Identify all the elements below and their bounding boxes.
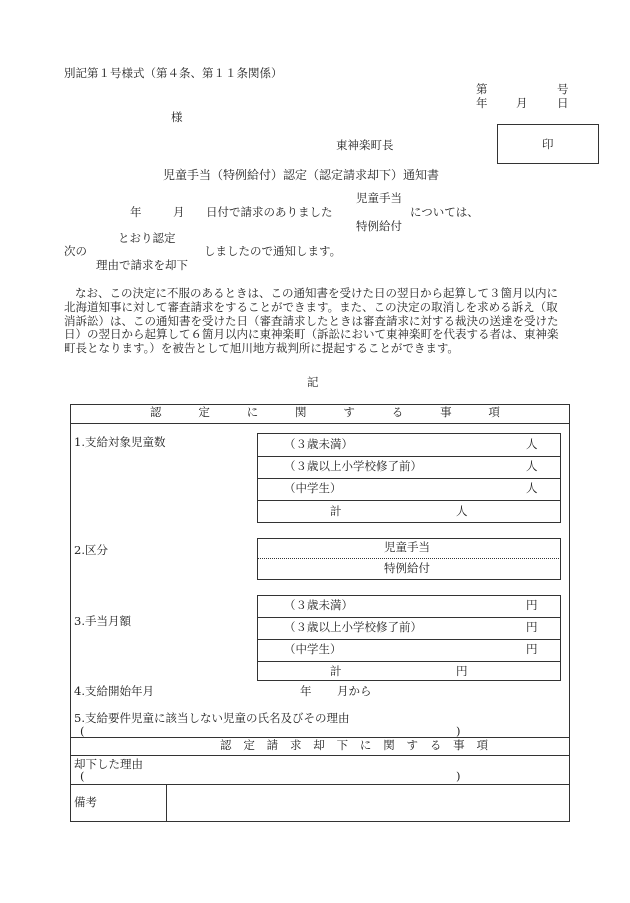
section1-divider (70, 423, 570, 424)
section2-char: 認 (220, 738, 232, 752)
option-bottom: 特例給付 (356, 219, 402, 233)
remarks-divider (70, 784, 570, 785)
issuer: 東神楽町長 (336, 138, 394, 152)
request-year: 年 (130, 205, 142, 219)
children-row-label: （３歳未満） (284, 437, 353, 451)
day-phrase: 日付で請求のありました (206, 205, 333, 219)
monthly-row-unit: 円 (526, 598, 538, 612)
monthly-row-label: （３歳未満） (284, 598, 353, 612)
divider (257, 478, 561, 479)
category-dotted-divider (257, 558, 561, 559)
section2-char: に (359, 738, 372, 752)
section2-char: 事 (453, 738, 465, 752)
seal-box (497, 124, 599, 164)
appeal-notice: なお、この決定に不服のあるときは、この通知書を受けた日の翌日から起算して３箇月以内に北海道知事に対して審査請求をすることができます。また、この決定の取消しを求める訴え（取消訴訟）は、この通知書を受けた日（審査請求したときは審査請求に対する裁決の送達を受けた日）の翌日から起算して６箇月以内に東神楽町（訴訟において東神楽町を代表する者は、東神楽町長となります。）を被告として旭川地方裁判所に提起することができます。 (64, 286, 559, 356)
monthly-row-unit: 円 (526, 642, 538, 656)
children-row-unit: 人 (526, 481, 538, 495)
monthly-total-label: 計 (330, 664, 342, 678)
children-total-unit: 人 (456, 504, 468, 518)
section1-char: 事 (440, 405, 452, 419)
monthly-row-unit: 円 (526, 620, 538, 634)
date-year: 年 (476, 96, 488, 110)
section1-char: 認 (150, 405, 162, 419)
rejection-open-paren: ( (80, 769, 85, 783)
monthly-row-label: （中学生） (284, 642, 342, 656)
start-month-from: 月から (337, 684, 372, 698)
section2-char: 下 (336, 738, 349, 752)
monthly-row-label: （３歳以上小学校修了前） (284, 620, 422, 634)
section1-char: す (343, 405, 355, 419)
reason-top: とおり認定 (118, 231, 176, 245)
divider (257, 639, 561, 640)
excluded-close-paren: ) (456, 724, 461, 738)
divider (257, 456, 561, 457)
section1-header (70, 407, 570, 419)
date-day: 日 (557, 96, 569, 110)
document-title: 児童手当（特例給付）認定（認定請求却下）通知書 (163, 168, 440, 182)
rejection-label: 却下した理由 (74, 757, 143, 771)
children-row-unit: 人 (526, 437, 538, 451)
section2-char: 却 (313, 738, 325, 752)
section1-char: に (246, 405, 259, 419)
rejection-close-paren: ) (456, 769, 461, 783)
section2-char: 関 (383, 738, 395, 752)
children-row-label: （３歳以上小学校修了前） (284, 459, 422, 473)
start-year: 年 (300, 684, 312, 698)
seal-label: 印 (542, 137, 554, 151)
excluded-label: 5.支給要件児童に該当しない児童の氏名及びその理由 (74, 711, 350, 725)
divider (257, 661, 561, 662)
section2-char: す (406, 738, 418, 752)
section2-char: 定 (243, 738, 255, 752)
notified: しましたので通知します。 (204, 244, 342, 258)
children-count-label: 1.支給対象児童数 (74, 435, 166, 449)
regarding: については、 (410, 205, 479, 219)
divider (257, 500, 561, 501)
children-row-label: （中学生） (284, 481, 342, 495)
section2-char: 項 (476, 738, 488, 752)
section2-char: 求 (289, 738, 302, 752)
section1-char: 定 (198, 405, 210, 419)
section2-char: る (429, 738, 442, 752)
remarks-label: 備考 (74, 795, 97, 809)
number-suffix: 号 (557, 82, 569, 96)
ki-label: 記 (307, 375, 319, 389)
section2-header (70, 740, 570, 752)
section1-char: 関 (295, 405, 307, 419)
request-month: 月 (173, 205, 185, 219)
children-total-label: 計 (330, 504, 342, 518)
reason-bottom: 理由で請求を却下 (96, 258, 188, 272)
section1-char: 項 (488, 405, 500, 419)
next-label: 次の (64, 244, 87, 258)
divider (257, 617, 561, 618)
start-label: 4.支給開始年月 (74, 684, 154, 698)
section2-divider (70, 755, 570, 756)
category-label: 2.区分 (74, 543, 108, 557)
monthly-label: 3.手当月額 (74, 614, 131, 628)
option-top: 児童手当 (356, 191, 402, 205)
date-month: 月 (516, 96, 528, 110)
children-row-unit: 人 (526, 459, 538, 473)
section2-char: 請 (266, 738, 279, 752)
addressee: 様 (171, 110, 183, 124)
monthly-total-unit: 円 (456, 664, 468, 678)
category-option: 児童手当 (384, 540, 430, 554)
section1-char: る (391, 405, 404, 419)
excluded-open-paren: ( (80, 724, 85, 738)
category-option: 特例給付 (384, 561, 430, 575)
form-label: 別記第１号様式（第４条、第１１条関係） (64, 66, 283, 80)
number-prefix: 第 (476, 82, 488, 96)
remarks-vertical-divider (166, 784, 167, 822)
